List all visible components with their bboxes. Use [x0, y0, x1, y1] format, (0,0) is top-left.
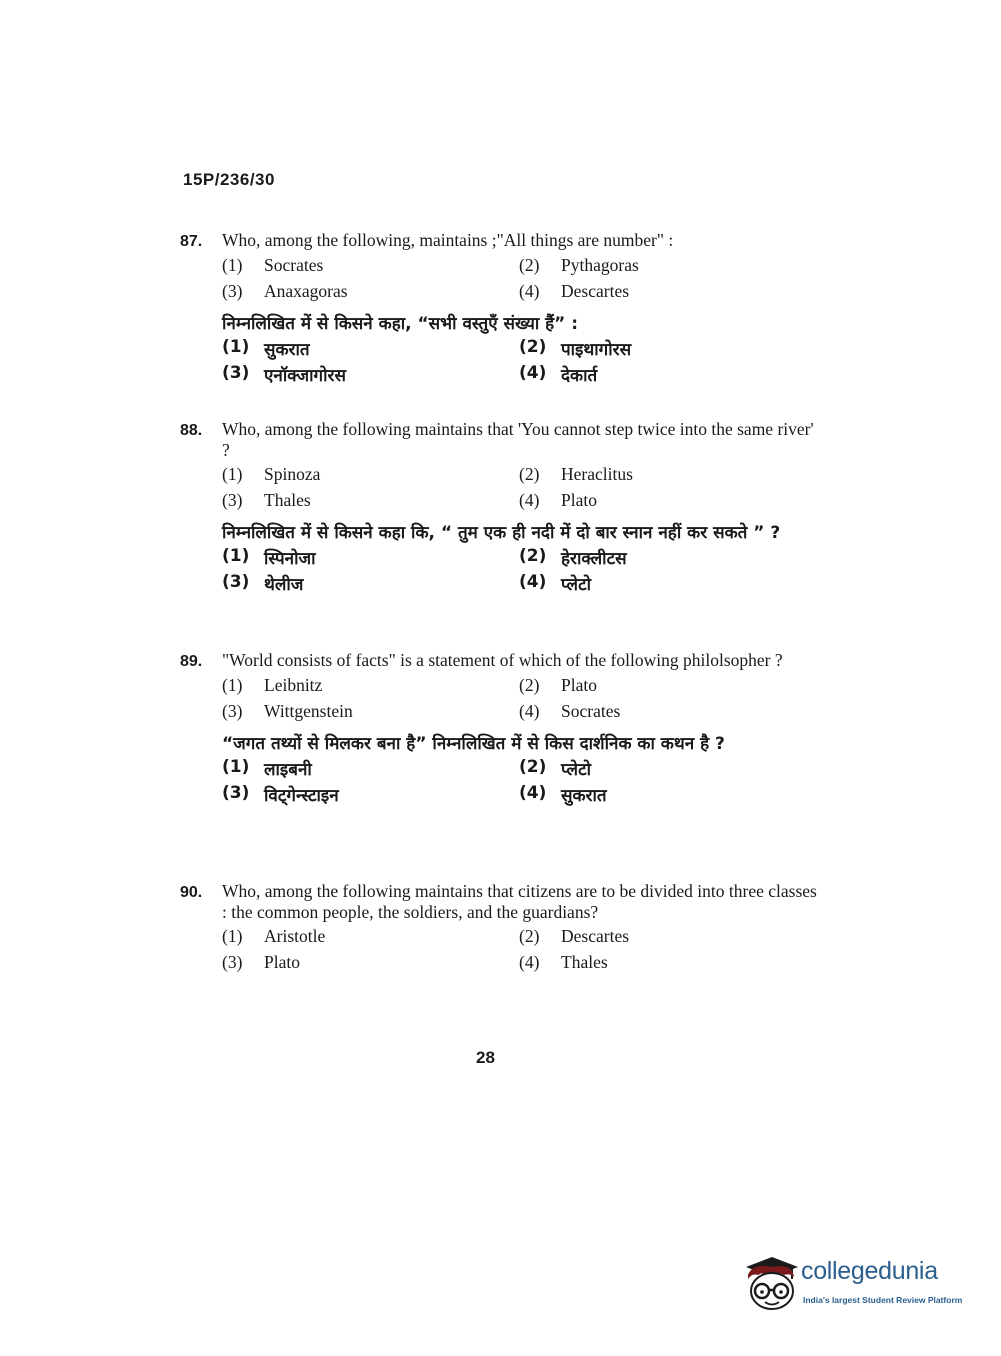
hindi-option-4: (4) सुकरात [519, 782, 607, 806]
hindi-question-text: निम्नलिखित में से किसने कहा कि, “ तुम एक ही नदी में दो बार स्नान नहीं कर सकते ” ? [222, 523, 781, 543]
option-1: (1) Aristotle [222, 925, 326, 946]
hindi-option-2: (2) हेराक्लीटस [519, 545, 627, 569]
hindi-options [222, 544, 820, 596]
question-number: 88. [180, 422, 203, 439]
question-text: "World consists of facts" is a statement of which of the following philolsopher ? [222, 650, 783, 670]
option-3: (3) Wittgenstein [222, 700, 353, 721]
hindi-option-2: (2) पाइथागोरस [519, 336, 632, 360]
option-4: (4) Plato [519, 489, 597, 510]
hindi-option-1: (1) लाइबनी [222, 756, 312, 780]
brand-tagline: India's largest Student Review Platform [803, 1295, 963, 1305]
option-1: (1) Leibnitz [222, 674, 323, 695]
question-89 [180, 650, 820, 807]
hindi-option-1: (1) सुकरात [222, 336, 310, 360]
question-number: 90. [180, 884, 203, 901]
hindi-option-1: (1) स्पिनोजा [222, 545, 316, 569]
option-2: (2) Descartes [519, 925, 630, 946]
question-text: Who, among the following maintains that 'You cannot step twice into the same river' ? [222, 419, 814, 460]
option-2: (2) Heraclitus [519, 463, 633, 484]
page-number: 28 [476, 1048, 495, 1067]
question-number: 87. [180, 233, 203, 250]
hindi-option-4: (4) देकार्त [519, 362, 598, 386]
english-options [222, 672, 820, 724]
option-1: (1) Spinoza [222, 463, 321, 484]
option-1: (1) Socrates [222, 254, 324, 275]
question-number: 89. [180, 653, 203, 670]
mascot-icon [742, 1253, 800, 1315]
option-2: (2) Pythagoras [519, 254, 639, 275]
hindi-options [222, 335, 820, 387]
english-options [222, 923, 820, 975]
option-4: (4) Socrates [519, 700, 621, 721]
hindi-options [222, 755, 820, 807]
hindi-option-3: (3) एनॉक्जागोरस [222, 362, 346, 386]
hindi-question-text: “जगत तथ्यों से मिलकर बना है” निम्नलिखित में से किस दार्शनिक का कथन है ? [222, 734, 725, 754]
hindi-option-3: (3) थेलीज [222, 571, 304, 595]
english-options [222, 252, 820, 304]
brand-name: collegedunia [801, 1257, 938, 1285]
question-88 [180, 419, 820, 596]
option-4: (4) Thales [519, 951, 608, 972]
hindi-question-text: निम्नलिखित में से किसने कहा, “सभी वस्तुएँ संख्या हैं” : [222, 314, 579, 334]
paper-code: 15P/236/30 [183, 170, 275, 189]
english-options [222, 461, 820, 513]
option-4: (4) Descartes [519, 280, 630, 301]
question-text: Who, among the following, maintains ;"All things are number" : [222, 230, 674, 250]
option-3: (3) Anaxagoras [222, 280, 348, 301]
hindi-option-2: (2) प्लेटो [519, 756, 592, 780]
option-2: (2) Plato [519, 674, 597, 695]
question-87 [180, 230, 820, 387]
question-90 [180, 881, 820, 975]
hindi-option-3: (3) विट्गेन्स्टाइन [222, 782, 339, 806]
option-3: (3) Plato [222, 951, 300, 972]
collegedunia-logo [742, 1253, 970, 1315]
hindi-option-4: (4) प्लेटो [519, 571, 592, 595]
option-3: (3) Thales [222, 489, 311, 510]
question-text: Who, among the following maintains that citizens are to be divided into three classes : the common people, the soldiers, and the guardians? [222, 881, 817, 922]
